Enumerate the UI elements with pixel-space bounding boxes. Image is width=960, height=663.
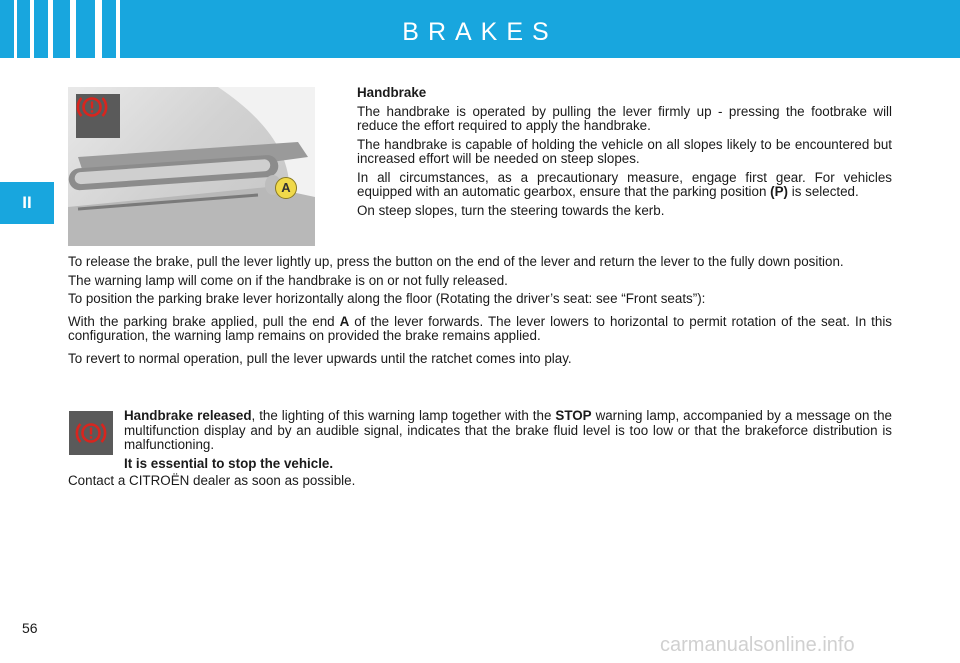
handbrake-photo	[68, 87, 315, 246]
watermark: carmanualsonline.info	[660, 634, 855, 656]
callout-a-icon	[275, 177, 297, 199]
release-paragraph: To revert to normal operation, pull the lever upwards until the ratchet comes into play.	[68, 350, 572, 366]
warning-section	[124, 409, 892, 475]
handbrake-paragraph: The handbrake is operated by pulling the lever firmly up - pressing the footbrake will reduce the effort required to apply the handbrake.	[357, 103, 892, 133]
text-run: In all circumstances, as a precautionary measure, engage first gear. For vehicles equipped with an automatic gearbox, ensure that the parking position	[357, 169, 892, 199]
warning-lamp-icon-box	[69, 411, 113, 455]
stop-label: STOP	[555, 408, 592, 423]
brake-warning-icon	[76, 94, 108, 120]
text-run: With the parking brake applied, pull the end	[68, 313, 340, 329]
brake-warning-icon	[75, 420, 107, 446]
page-title: BRAKES	[402, 18, 558, 46]
text-run: of the lever forwards. The lever lowers to horizontal to permit rotation of the seat. In this configuration, the warning lamp remains on provided the brake remains applied.	[68, 313, 892, 343]
text-run: , the lighting of this warning lamp together with the	[251, 408, 556, 423]
release-paragraph	[68, 315, 892, 344]
contact-text: Contact a CITROËN dealer as soon as possible.	[68, 473, 356, 488]
handbrake-heading: Handbrake	[357, 85, 427, 100]
text-run: is selected.	[788, 184, 859, 199]
warning-essential: It is essential to stop the vehicle.	[124, 455, 334, 471]
warning-title: Handbrake released	[124, 408, 252, 423]
handbrake-paragraph: The handbrake is capable of holding the vehicle on all slopes likely to be encountered but increased effort will be needed on steep slopes.	[357, 136, 892, 166]
lever-end-label: A	[339, 313, 350, 329]
handbrake-paragraph: On steep slopes, turn the steering towards the kerb.	[357, 202, 665, 218]
parking-position-label: (P)	[770, 184, 789, 199]
chapter-tab: II	[0, 182, 54, 224]
release-section	[68, 255, 892, 370]
page-number: 56	[22, 620, 38, 636]
handbrake-section	[357, 86, 892, 222]
text-run: warning lamp, accompanied by a message on the multifunction display and by an audible signal, indicates that the brake fluid level is too low or that the brakeforce distribution is malfunctioning.	[124, 408, 893, 452]
release-paragraph: To release the brake, pull the lever lightly up, press the button on the end of the lever and return the lever to the fully down position.	[68, 254, 844, 269]
photo-warning-icon	[76, 94, 120, 138]
release-paragraph: To position the parking brake lever horizontally along the floor (Rotating the driver’s seat: see “Front seats”):	[68, 291, 706, 306]
callout-label: A	[281, 180, 291, 195]
warning-paragraph	[124, 409, 892, 453]
handbrake-paragraph	[357, 171, 892, 200]
release-paragraph: The warning lamp will come on if the handbrake is on or not fully released.	[68, 272, 508, 288]
